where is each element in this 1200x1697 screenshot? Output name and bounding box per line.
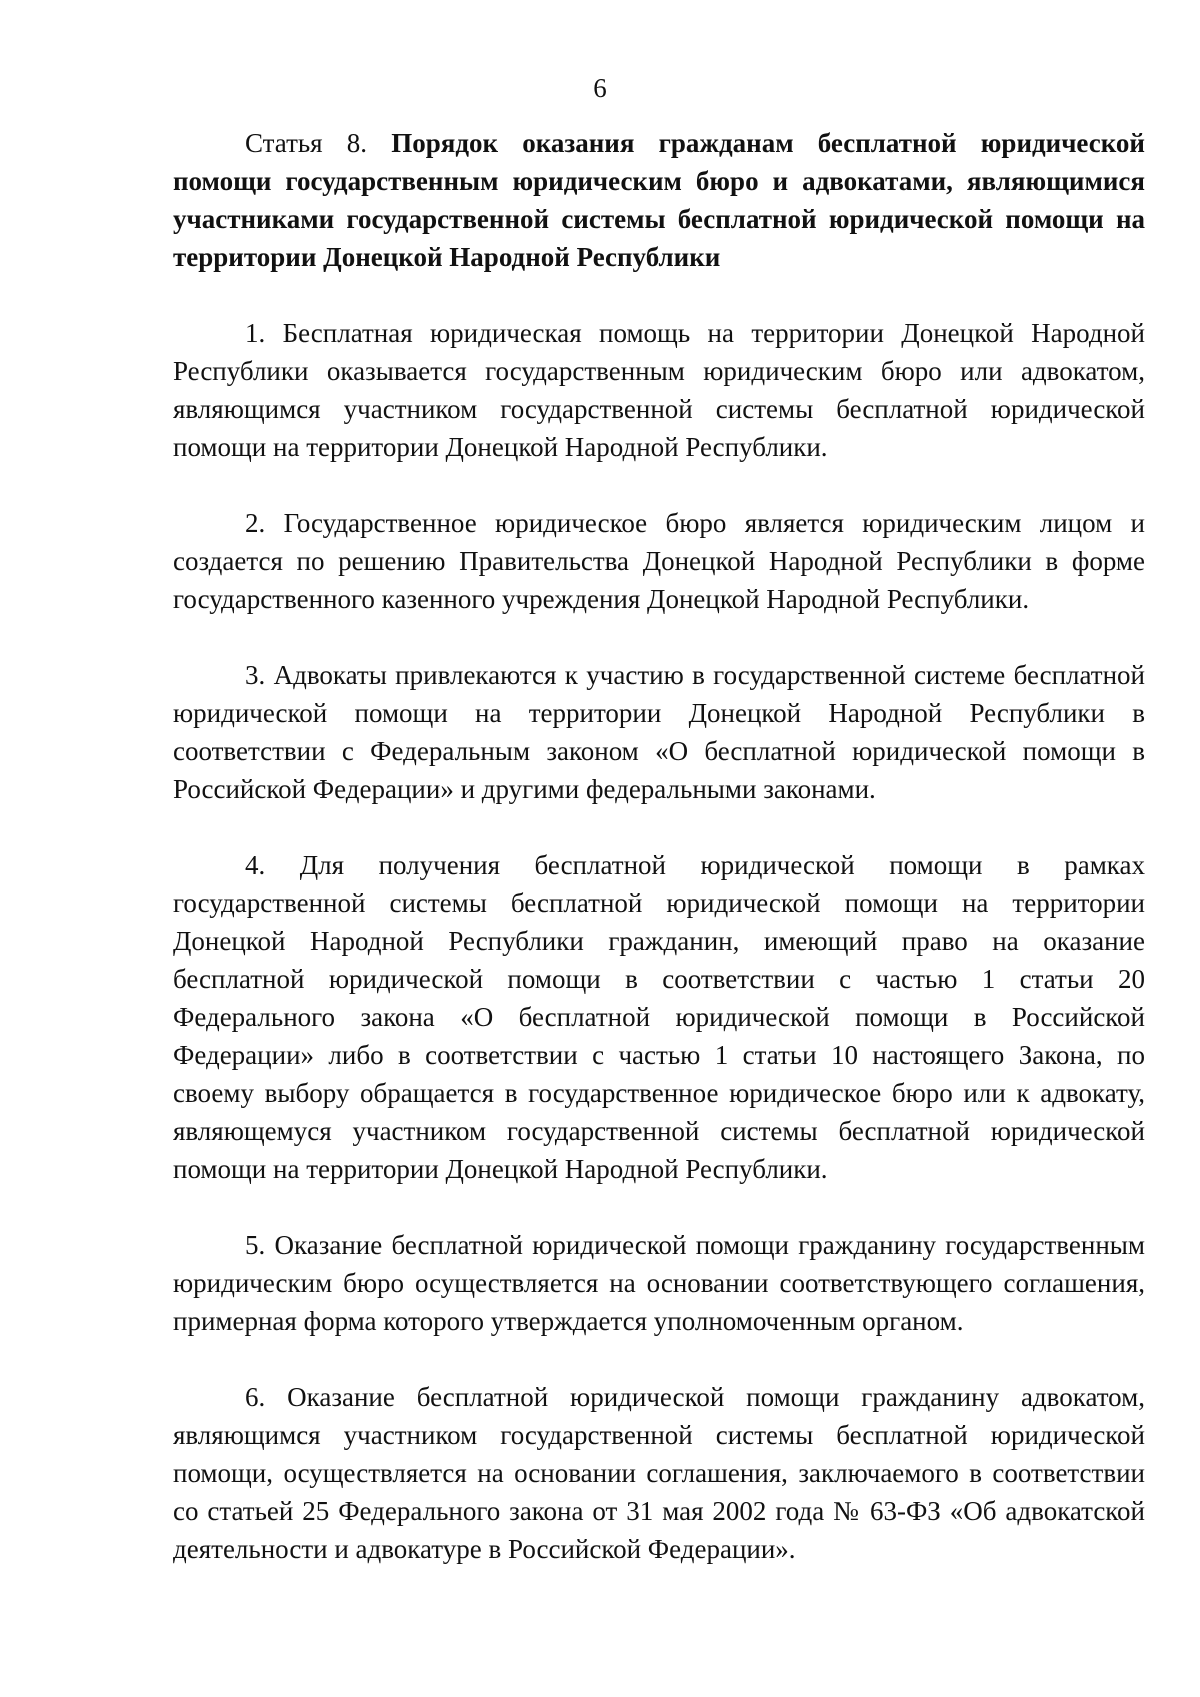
paragraph-4: 4. Для получения бесплатной юридической помощи в рамках государственной системы бесплатной юридической помощи на территории Донецкой Народной Республики гражданин, имеющий право на оказание бесплатной юридической помощи в соответствии с частью 1 статьи 20 Федерального закона «О бесплатной юридической помощи в Российской Федерации» либо в соответствии с частью 1 статьи 10 настоящего Закона, по своему выбору обращается в государственное юридическое бюро или к адвокату, являющемуся участником государственной системы бесплатной юридической помощи на территории Донецкой Народной Республики. [173, 850, 1145, 1184]
paragraph-1: 1. Бесплатная юридическая помощь на территории Донецкой Народной Республики оказывается государственным юридическим бюро или адвокатом, являющимся участником государственной системы бесплатной юридической помощи на территории Донецкой Народной Республики. [173, 318, 1145, 462]
paragraph-2: 2. Государственное юридическое бюро является юридическим лицом и создается по решению Правительства Донецкой Народной Республики в форме государственного казенного учреждения Донецкой Народной Республики. [173, 508, 1145, 614]
article-heading [173, 124, 1145, 276]
paragraph-5: 5. Оказание бесплатной юридической помощи гражданину государственным юридическим бюро осуществляется на основании соответствующего соглашения, примерная форма которого утверждается уполномоченным органом. [173, 1230, 1145, 1336]
paragraph-3: 3. Адвокаты привлекаются к участию в государственной системе бесплатной юридической помощи на территории Донецкой Народной Республики в соответствии с Федеральным законом «О бесплатной юридической помощи в Российской Федерации» и другими федеральными законами. [173, 660, 1145, 804]
page-number: 6 [593, 73, 607, 103]
article-title: Порядок оказания гражданам бесплатной юридической помощи государственным юридическим бюро и адвокатами, являющимися участниками государственной системы бесплатной юридической помощи на территории Донецкой Народной Республики [173, 128, 1145, 272]
document-body [173, 124, 1145, 1568]
paragraph-6: 6. Оказание бесплатной юридической помощи гражданину адвокатом, являющимся участником государственной системы бесплатной юридической помощи, осуществляется на основании соглашения, заключаемого в соответствии со статьей 25 Федерального закона от 31 мая 2002 года № 63-ФЗ «Об адвокатской деятельности и адвокатуре в Российской Федерации». [173, 1382, 1145, 1564]
article-label: Статья 8. [245, 128, 368, 158]
